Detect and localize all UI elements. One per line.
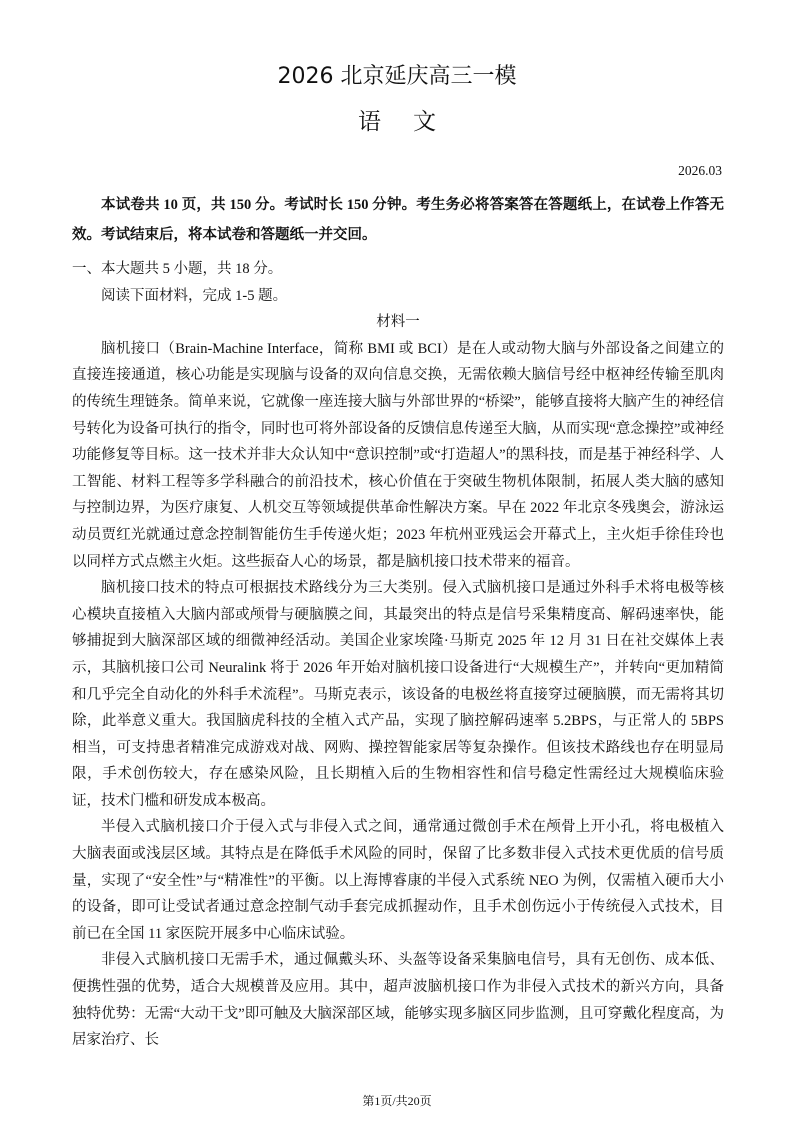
paragraph: 非侵入式脑机接口无需手术，通过佩戴头环、头盔等设备采集脑电信号，具有无创伤、成本低、便携性强的优势，适合大规模普及应用。其中，超声波脑机接口作为非侵入式技术的新兴方向，具备独特优势：无需“大动干戈”即可触及大脑深部区域，能够实现多脑区同步监测，且可穿戴化程度高，为居家治疗、长 bbox=[72, 952, 724, 1049]
page-indicator: 第1页/共20页 bbox=[362, 1094, 432, 1108]
paragraph: 半侵入式脑机接口介于侵入式与非侵入式之间，通常通过微创手术在颅骨上开小孔，将电极植入大脑表面或浅层区域。其特点是在降低手术风险的同时，保留了比多数非侵入式技术更优质的信号质量，实现了“安全性”与“精准性”的平衡。以上海博睿康的半侵入式系统 NEO 为例，仅需植入硬币大小的设备，即可让受试者通过意念控制气动手套完成抓握动作，且手术创伤远小于传统侵入式技术，目前已在全国 11 家医院开展多中心临床试验。 bbox=[72, 819, 724, 942]
exam-notice: 本试卷共 10 页，共 150 分。考试时长 150 分钟。考生务必将答案答在答题纸上，在试卷上作答无效。考试结束后，将本试卷和答题纸一并交回。 bbox=[72, 197, 724, 243]
section-instruction: 阅读下面材料，完成 1-5 题。 bbox=[101, 287, 288, 304]
section-one bbox=[72, 256, 724, 1054]
subject-title bbox=[0, 106, 794, 138]
exam-date: 2026.03 bbox=[678, 163, 722, 178]
paragraph: 脑机接口技术的特点可根据技术路线分为三大类别。侵入式脑机接口是通过外科手术将电极等核心模块直接植入大脑内部或颅骨与硬脑膜之间，其最突出的特点是信号采集精度高、解码速率快，能够捕捉到大脑深部区域的细微神经活动。美国企业家埃隆·马斯克 2025 年 12 月 31 日在社交媒体上表示，其脑机接口公司 Neuralink 将于 2026 年开始对脑机接口设备进行“大规模生产”，并转向“更加精简和几乎完全自动化的外科手术流程”。马斯克表示，该设备的电极丝将直接穿过硬脑膜，而无需将其切除，此举意义重大。我国脑虎科技的全植入式产品，实现了脑控解码速率 5.2BPS，与正常人的 5BPS 相当，可支持患者精准完成游戏对战、网购、操控智能家居等复杂操作。但该技术路线也存在明显局限，手术创伤较大，存在感染风险，且长期植入后的生物相容性和信号稳定性需经过大规模临床验证，技术门槛和研发成本极高。 bbox=[72, 580, 724, 809]
paragraph: 脑机接口（Brain-Machine Interface，简称 BMI 或 BCI）是在人或动物大脑与外部设备之间建立的直接连接通道，核心功能是实现脑与设备的双向信息交换，无需依赖大脑信号经中枢神经传输至肌肉的传统生理链条。简单来说，它就像一座连接大脑与外部世界的“桥梁”，能够直接将大脑产生的神经信号转化为设备可执行的指令，同时也可将外部设备的反馈信息传递至大脑，从而实现“意念操控”或神经功能修复等目标。这一技术并非大众认知中“意识控制”或“打造超人”的黑科技，而是基于神经科学、人工智能、材料工程等多学科融合的前沿技术，核心价值在于突破生物机体限制，拓展人类大脑的感知与控制边界，为医疗康复、人机交互等领域提供革命性解决方案。早在 2022 年北京冬残奥会，游泳运动员贾红光就通过意念控制智能仿生手传递火炬；2023 年杭州亚残运会开幕式上，主火炬手徐佳玲也以同样方式点燃主火炬。这些振奋人心的场景，都是脑机接口技术带来的福音。 bbox=[72, 340, 724, 570]
subject-char: 文 bbox=[413, 109, 436, 135]
exam-title: 2026 北京延庆高三一模 bbox=[277, 64, 517, 89]
subject-char: 语 bbox=[358, 109, 381, 135]
material-title: 材料一 bbox=[376, 314, 420, 331]
section-heading: 一、本大题共 5 小题，共 18 分。 bbox=[72, 261, 283, 277]
